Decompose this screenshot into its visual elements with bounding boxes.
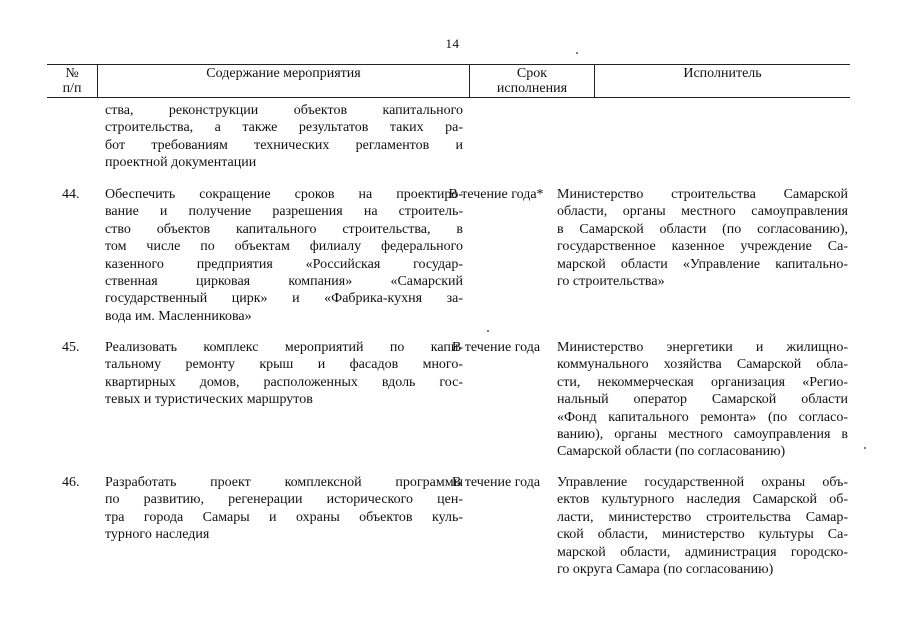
scan-speck xyxy=(864,447,866,449)
row-term: В течение года xyxy=(451,340,541,355)
content-line: по развитию, регенерации исторического цен- xyxy=(105,492,463,508)
row-number: 46. xyxy=(62,475,80,490)
executor-line: ской области, министерство культуры Са- xyxy=(557,527,848,543)
executor-line: Министерство строительства Самарской xyxy=(557,187,848,202)
header-number-symbol: № xyxy=(65,66,79,81)
header-term-label-2: исполнения xyxy=(496,81,568,96)
executor-line: в Самарской области (по согласованию), xyxy=(557,221,848,237)
row-executor xyxy=(557,339,848,461)
row-content xyxy=(105,186,463,325)
executor-line: ласти, министерство строительства Самар- xyxy=(557,509,848,525)
content-line: квартирных домов, расположенных вдоль гос- xyxy=(105,374,463,390)
header-term-label-1: Срок xyxy=(516,66,548,81)
header-term-column xyxy=(469,65,594,97)
row-executor xyxy=(557,474,848,578)
executor-line: Самарской области (по согласованию) xyxy=(557,444,786,460)
executor-line: ванию), органы местного самоуправления в xyxy=(557,427,848,443)
content-line: строительства, а также результатов таких ра- xyxy=(105,120,463,136)
executor-line: области, органы местного самоуправления xyxy=(557,204,848,220)
executor-line: го округа Самара (по согласованию) xyxy=(557,562,774,578)
content-line: тевых и туристических маршрутов xyxy=(105,392,313,408)
scan-speck xyxy=(576,52,578,54)
row-content xyxy=(105,474,463,544)
row-content xyxy=(105,339,463,409)
header-content-column xyxy=(97,65,469,97)
executor-line: государственное казенное учреждение Са- xyxy=(557,239,848,255)
executor-line: коммунального хозяйства Самарской обла- xyxy=(557,357,848,373)
content-line: Разработать проект комплексной программы xyxy=(105,475,463,490)
header-number-abbr: п/п xyxy=(62,81,82,96)
scan-speck xyxy=(487,330,489,332)
executor-line: сти, некоммерческая организация «Регио- xyxy=(557,374,848,390)
content-line: проектной документации xyxy=(105,155,257,171)
content-line: государственный цирк» и «Фабрика-кухня за- xyxy=(105,291,463,307)
header-executor-column xyxy=(594,65,850,97)
page-number: 14 xyxy=(445,36,460,51)
content-line: тра города Самары и охраны объектов куль- xyxy=(105,509,463,525)
content-line: вода им. Масленникова» xyxy=(105,308,252,324)
content-line: Обеспечить сокращение сроков на проектиро- xyxy=(105,187,463,202)
executor-line: нальный оператор Самарской области xyxy=(557,392,848,408)
header-executor-label: Исполнитель xyxy=(683,66,762,81)
executor-line: марской области «Управление капитально- xyxy=(557,256,848,272)
content-line: тальному ремонту крыш и фасадов много- xyxy=(105,357,463,373)
content-line: бот требованиям технических регламентов и xyxy=(105,137,463,153)
header-content-label: Содержание мероприятия xyxy=(206,66,361,81)
header-number-column xyxy=(47,65,97,97)
content-line: том числе по объектам филиалу федерального xyxy=(105,239,463,255)
executor-line: Управление государственной охраны объ- xyxy=(557,475,848,490)
executor-line: Министерство энергетики и жилищно- xyxy=(557,340,848,355)
content-line: ства, реконструкции объектов капитального xyxy=(105,103,463,118)
executor-line: го строительства» xyxy=(557,274,665,290)
content-line: казенного предприятия «Российская государ- xyxy=(105,256,463,272)
executor-line: ектов культурного наследия Самарской об- xyxy=(557,492,848,508)
content-line: ственная цирковая компания» «Самарский xyxy=(105,274,463,290)
executor-line: «Фонд капитального ремонта» (по согласо- xyxy=(557,409,848,425)
row-content xyxy=(105,102,463,172)
content-line: ство объектов капитального строительства, в xyxy=(105,221,463,237)
executor-line: марской области, администрация городско- xyxy=(557,544,848,560)
content-line: турного наследия xyxy=(105,527,210,543)
row-term: В течение года* xyxy=(448,187,544,202)
row-number: 44. xyxy=(62,187,80,202)
table-header xyxy=(47,64,850,98)
row-executor xyxy=(557,186,848,290)
content-line: Реализовать комплекс мероприятий по капи- xyxy=(105,340,463,355)
row-number: 45. xyxy=(62,340,80,355)
row-term: В течение года xyxy=(451,475,541,490)
content-line: вание и получение разрешения на строитель- xyxy=(105,204,463,220)
